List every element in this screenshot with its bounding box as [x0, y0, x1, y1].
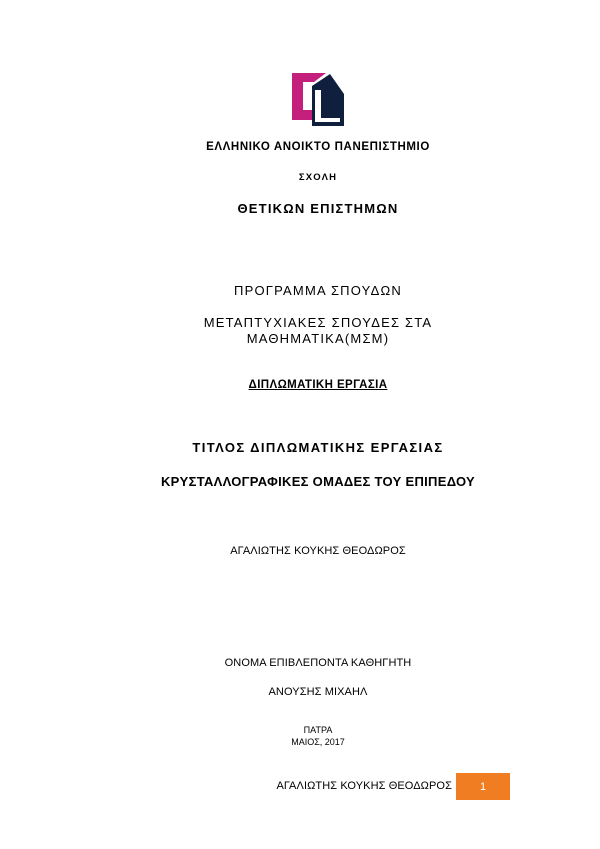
- school-name: ΘΕΤΙΚΩΝ ΕΠΙΣΤΗΜΩΝ: [237, 201, 399, 216]
- page-number: 1: [479, 780, 487, 793]
- university-logo-icon: [290, 72, 346, 128]
- footer-author: ΑΓΑΛΙΩΤΗΣ ΚΟΥΚΗΣ ΘΕΟΔΩΡΟΣ: [276, 780, 452, 792]
- university-name: ΕΛΛΗΝΙΚΟ ΑΝΟΙΚΤΟ ΠΑΝΕΠΙΣΤΗΜΙΟ: [206, 141, 430, 153]
- thesis-type-text: ΔΙΠΛΩΜΑΤΙΚΗ ΕΡΓΑΣΙΑ: [248, 379, 388, 391]
- thesis-title: ΚΡΥΣΤΑΛΛΟΓΡΑΦΙΚΕΣ ΟΜΑΔΕΣ ΤΟΥ ΕΠΙΠΕΔΟΥ: [160, 474, 476, 489]
- author-name: ΑΓΑΛΙΩΤΗΣ ΚΟΥΚΗΣ ΘΕΟΔΩΡΟΣ: [230, 545, 406, 557]
- school-label: ΣΧΟΛΗ: [298, 172, 338, 183]
- page-number-box: [456, 773, 510, 800]
- program-label: ΠΡΟΓΡΑΜΜΑ ΣΠΟΥΔΩΝ: [234, 283, 402, 298]
- program-name: [0, 315, 600, 347]
- city: ΠΑΤΡΑ: [303, 725, 333, 735]
- program-name-line2: ΜΑΘΗΜΑΤΙΚΑ(ΜΣΜ): [246, 331, 390, 346]
- program-name-line1: ΜΕΤΑΠΤΥΧΙΑΚΕΣ ΣΠΟΥΔΕΣ ΣΤΑ: [203, 315, 433, 330]
- date: ΜΑΙΟΣ, 2017: [291, 737, 345, 747]
- thesis-title-label: ΤΙΤΛΟΣ ΔΙΠΛΩΜΑΤΙΚΗΣ ΕΡΓΑΣΙΑΣ: [192, 440, 444, 455]
- supervisor-name: ΑΝΟΥΣΗΣ ΜΙΧΑΗΛ: [268, 686, 368, 698]
- thesis-type: [0, 379, 600, 391]
- supervisor-label: ΟΝΟΜΑ ΕΠΙΒΛΕΠΟΝΤΑ ΚΑΘΗΓΗΤΗ: [224, 657, 412, 669]
